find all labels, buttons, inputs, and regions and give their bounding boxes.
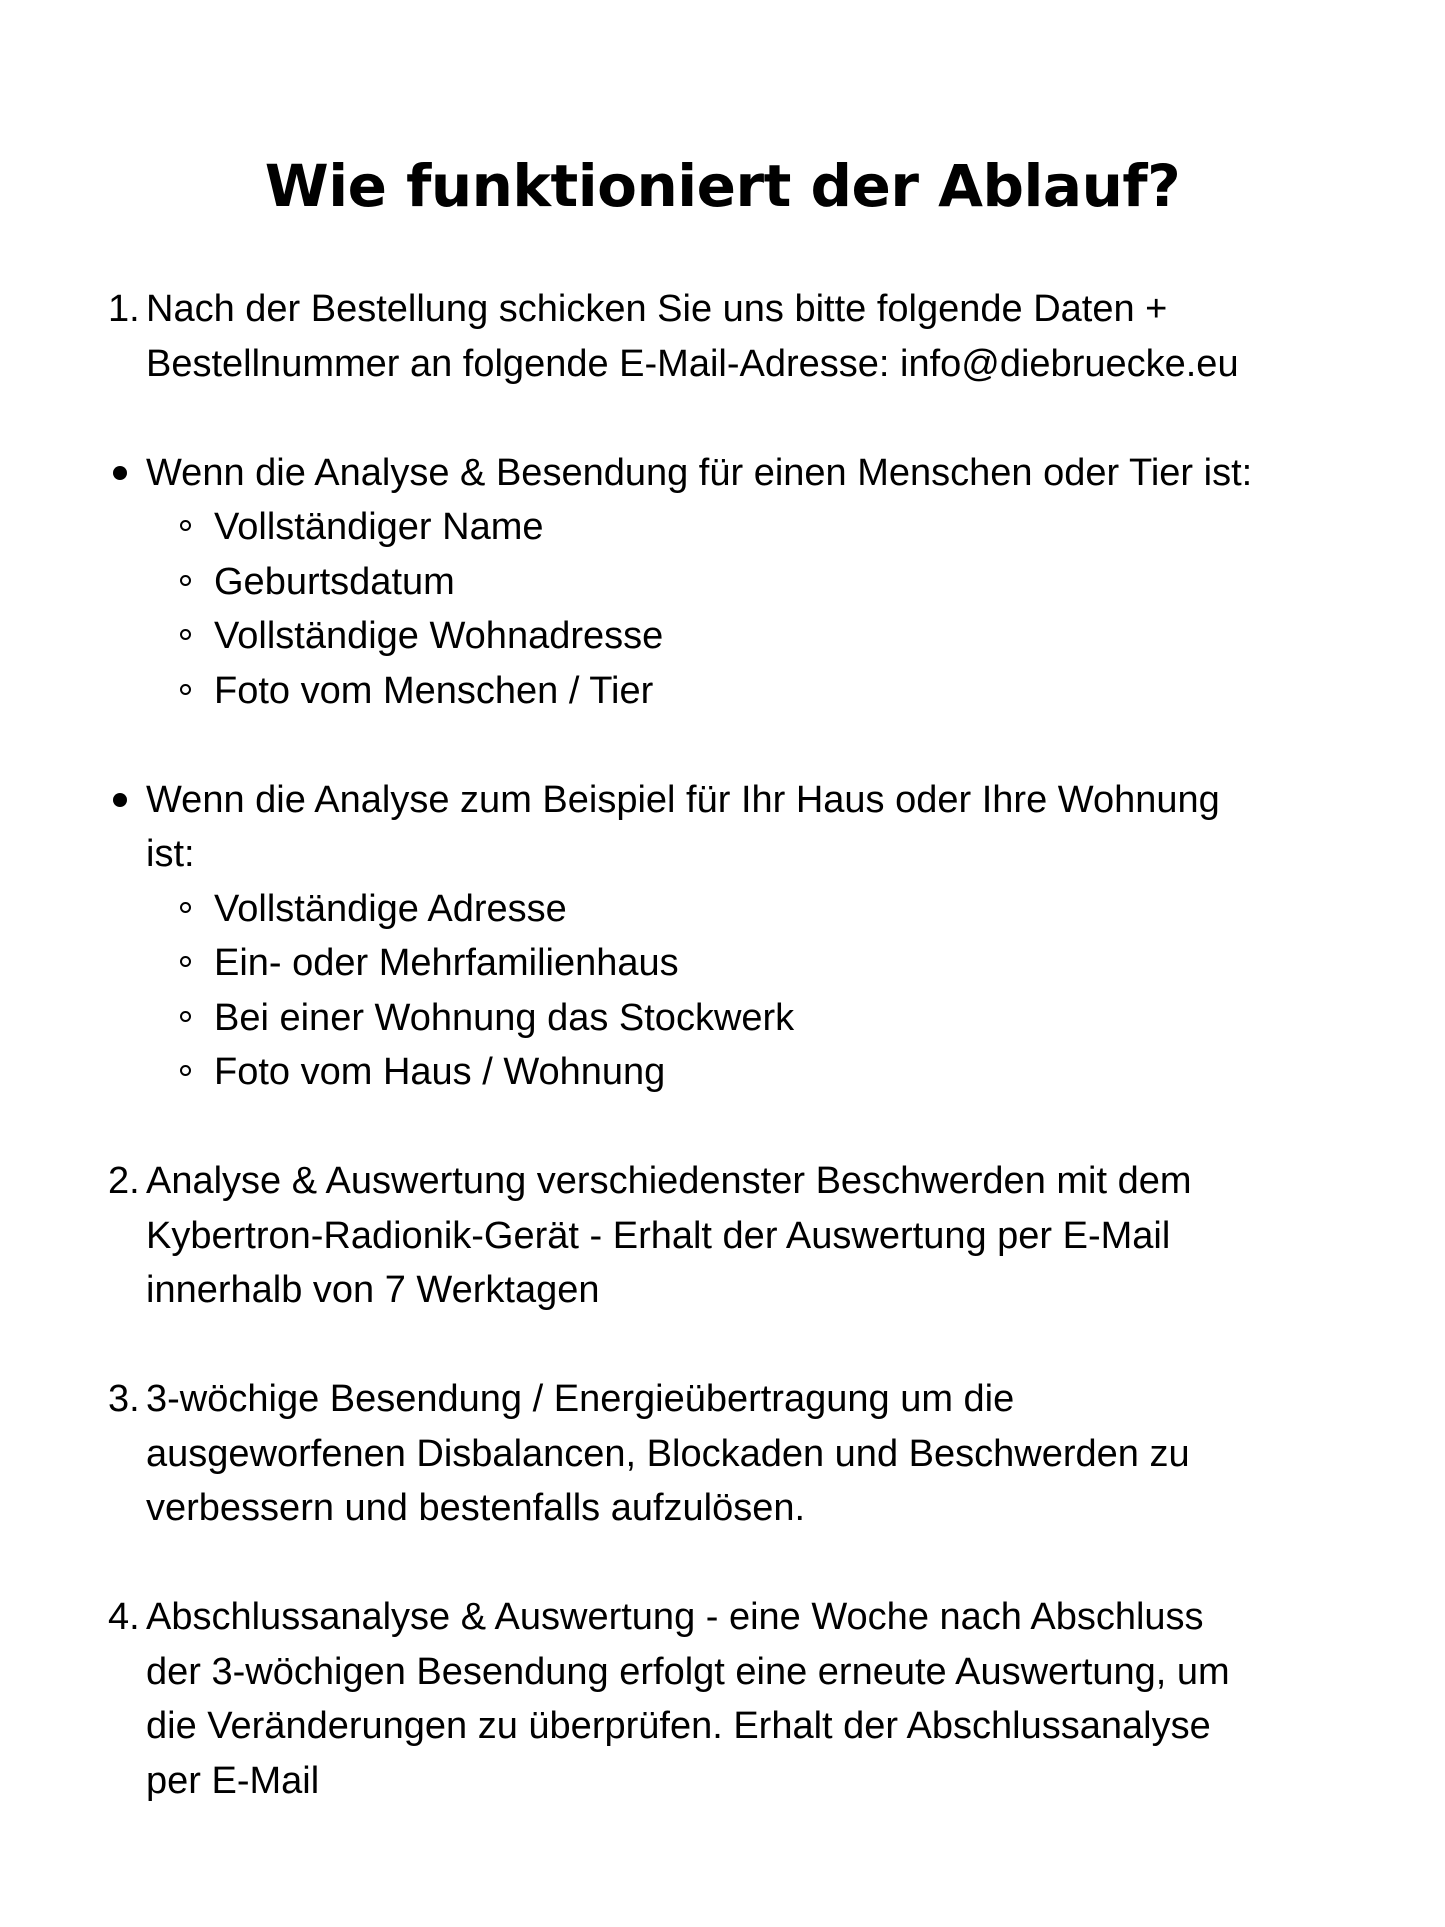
list-item-text: Foto vom Menschen / Tier <box>214 669 654 712</box>
list-item-text: Geburtsdatum <box>214 560 455 603</box>
circle-bullet-icon <box>180 520 191 531</box>
circle-bullet-icon <box>180 902 191 913</box>
circle-bullet-icon <box>180 575 191 586</box>
step-1-line: Bestellnummer an folgende E-Mail-Adresse: info@diebruecke.eu <box>146 342 1239 385</box>
list-item-text: Vollständige Wohnadresse <box>214 615 664 657</box>
step-4-line: die Veränderungen zu überprüfen. Erhalt der Abschlussanalyse <box>146 1705 1211 1747</box>
circle-bullet-icon <box>180 629 191 640</box>
spacer <box>0 1536 1445 1591</box>
person-data-list <box>146 500 1376 718</box>
step-3-line: 3-wöchige Besendung / Energieübertragung um die <box>146 1378 1015 1420</box>
step-3-line: verbessern und bestenfalls aufzulösen. <box>146 1487 806 1529</box>
house-data-list <box>146 882 1376 1100</box>
bullet-house-heading: Wenn die Analyse zum Beispiel für Ihr Haus oder Ihre Wohnung <box>146 778 1220 821</box>
circle-bullet-icon <box>180 956 191 967</box>
spacer <box>0 718 1445 773</box>
step-2-line: innerhalb von 7 Werktagen <box>146 1269 600 1311</box>
step-3-number: 3. <box>108 1378 140 1420</box>
circle-bullet-icon <box>180 1011 191 1022</box>
list-item <box>146 991 1376 1046</box>
list-item-text: Bei einer Wohnung das Stockwerk <box>214 996 795 1039</box>
circle-bullet-icon <box>180 1065 191 1076</box>
list-item <box>146 936 1376 991</box>
step-2-number: 2. <box>108 1160 140 1202</box>
list-item <box>146 500 1376 555</box>
list-item <box>146 882 1376 937</box>
step-4-number: 4. <box>108 1596 140 1638</box>
step-2-line: Analyse & Auswertung verschiedenster Beschwerden mit dem <box>146 1160 1192 1202</box>
step-1-number: 1. <box>108 288 140 330</box>
step-3-line: ausgeworfenen Disbalancen, Blockaden und Beschwerden zu <box>146 1432 1190 1475</box>
list-item-text: Vollständige Adresse <box>214 887 567 930</box>
bullet-house-flat <box>0 773 1376 1100</box>
step-1-line: Nach der Bestellung schicken Sie uns bitte folgende Daten + <box>146 288 1168 330</box>
page-title: Wie funktioniert der Ablauf? <box>264 152 1181 220</box>
step-4-line: der 3-wöchigen Besendung erfolgt eine erneute Auswertung, um <box>146 1650 1230 1693</box>
list-item <box>146 555 1376 610</box>
step-4 <box>0 1590 1376 1808</box>
bullet-icon <box>113 466 127 480</box>
circle-bullet-icon <box>180 684 191 695</box>
spacer <box>0 1100 1445 1155</box>
list-item-text: Vollständiger Name <box>214 506 544 548</box>
bullet-person-heading: Wenn die Analyse & Besendung für einen Menschen oder Tier ist: <box>146 451 1253 494</box>
step-2-line: Kybertron-Radionik-Gerät - Erhalt der Auswertung per E-Mail <box>146 1214 1171 1257</box>
bullet-person-animal <box>0 446 1376 719</box>
list-item <box>146 609 1376 664</box>
step-4-line: Abschlussanalyse & Auswertung - eine Woche nach Abschluss <box>146 1596 1204 1638</box>
list-item-text: Ein- oder Mehrfamilienhaus <box>214 942 679 984</box>
bullet-house-heading: ist: <box>146 833 195 875</box>
step-3 <box>0 1372 1376 1536</box>
instructions-list <box>0 282 1445 1808</box>
list-item <box>146 664 1376 719</box>
step-1 <box>0 282 1376 391</box>
bullet-icon <box>113 793 127 807</box>
list-item-text: Foto vom Haus / Wohnung <box>214 1051 666 1093</box>
step-2 <box>0 1154 1376 1318</box>
spacer <box>0 391 1445 446</box>
step-4-line: per E-Mail <box>146 1759 320 1802</box>
spacer <box>0 1318 1445 1373</box>
list-item <box>146 1045 1376 1100</box>
